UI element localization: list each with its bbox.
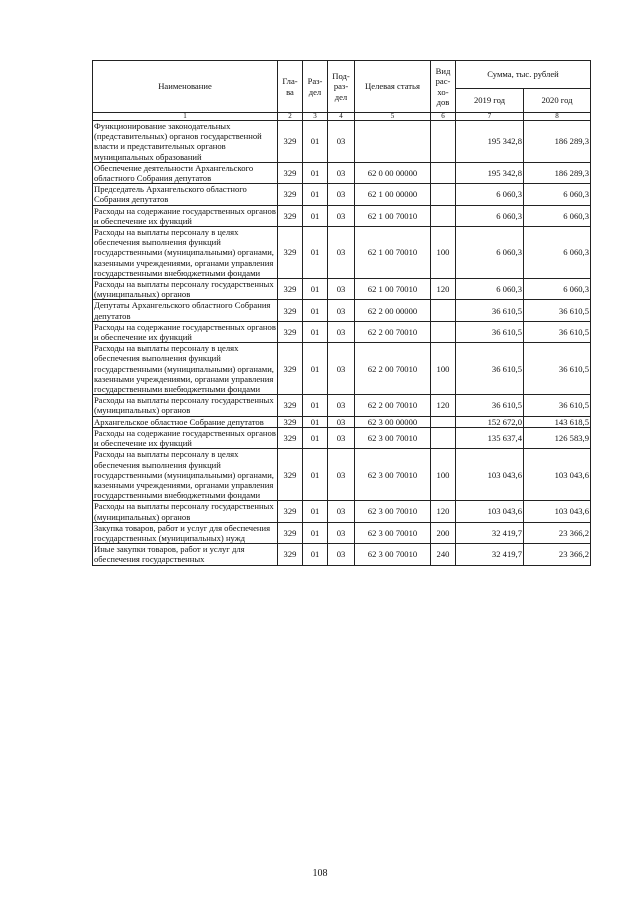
row-glava: 329 [278,522,303,543]
row-sum-2020: 186 289,3 [524,162,591,183]
row-podrazdel: 03 [328,501,355,522]
row-article: 62 1 00 70010 [355,279,431,300]
table-row [93,395,591,416]
table-row [93,544,591,565]
row-name: Иные закупки товаров, работ и услуг для обеспечения государственных [93,544,278,565]
row-razdel: 01 [303,501,328,522]
row-sum-2020: 6 060,3 [524,184,591,205]
row-article: 62 1 00 70010 [355,205,431,226]
row-razdel: 01 [303,416,328,427]
row-vid: 120 [431,395,456,416]
row-vid [431,321,456,342]
row-razdel: 01 [303,449,328,501]
row-name: Расходы на выплаты персоналу государственных (муниципальных) органов [93,395,278,416]
row-article: 62 2 00 70010 [355,343,431,395]
row-name: Председатель Архангельского областного Собрания депутатов [93,184,278,205]
row-name: Расходы на выплаты персоналу государственных (муниципальных) органов [93,501,278,522]
header-2020: 2020 год [524,89,591,113]
row-article: 62 1 00 70010 [355,227,431,279]
row-sum-2019: 36 610,5 [456,395,524,416]
row-sum-2020: 103 043,6 [524,449,591,501]
row-sum-2020: 36 610,5 [524,395,591,416]
row-sum-2020: 23 366,2 [524,544,591,565]
row-vid [431,184,456,205]
header-tselevaya: Целевая статья [355,61,431,113]
row-sum-2020: 6 060,3 [524,227,591,279]
row-sum-2019: 36 610,5 [456,300,524,321]
table-row [93,162,591,183]
table-row [93,300,591,321]
row-article: 62 2 00 70010 [355,321,431,342]
row-razdel: 01 [303,162,328,183]
row-article: 62 2 00 00000 [355,300,431,321]
row-vid [431,416,456,427]
header-razdel: Раз-дел [303,61,328,113]
row-podrazdel: 03 [328,205,355,226]
table-row [93,227,591,279]
row-article [355,121,431,163]
row-glava: 329 [278,449,303,501]
row-sum-2019: 6 060,3 [456,184,524,205]
row-name: Расходы на выплаты персоналу в целях обеспечения выполнения функций государственными (муниципальными) органами, казенными учреждениями, органами управления государственными внебюджетными фондами [93,227,278,279]
row-name: Функционирование законодательных (представительных) органов государственной власти и представительных органов муниципальных образований [93,121,278,163]
row-name: Закупка товаров, работ и услуг для обеспечения государственных (муниципальных) нужд [93,522,278,543]
row-sum-2019: 152 672,0 [456,416,524,427]
col-number: 8 [524,113,591,121]
row-sum-2020: 36 610,5 [524,300,591,321]
row-article: 62 3 00 70010 [355,522,431,543]
table-row [93,449,591,501]
row-vid: 100 [431,227,456,279]
row-article: 62 3 00 70010 [355,427,431,448]
row-glava: 329 [278,162,303,183]
row-vid: 240 [431,544,456,565]
row-name: Обеспечение деятельности Архангельского областного Собрания депутатов [93,162,278,183]
row-podrazdel: 03 [328,184,355,205]
row-name: Расходы на выплаты персоналу в целях обеспечения выполнения функций государственными (муниципальными) органами, казенными учреждениями, органами управления государственными внебюджетными фондами [93,449,278,501]
row-vid [431,121,456,163]
row-glava: 329 [278,300,303,321]
row-sum-2020: 143 618,5 [524,416,591,427]
table-row [93,279,591,300]
row-glava: 329 [278,427,303,448]
col-number: 6 [431,113,456,121]
col-number: 1 [93,113,278,121]
row-sum-2020: 186 289,3 [524,121,591,163]
row-razdel: 01 [303,205,328,226]
table-row [93,184,591,205]
col-number: 3 [303,113,328,121]
row-podrazdel: 03 [328,522,355,543]
row-name: Расходы на выплаты персоналу государственных (муниципальных) органов [93,279,278,300]
row-sum-2019: 135 637,4 [456,427,524,448]
col-number: 7 [456,113,524,121]
row-article: 62 2 00 70010 [355,395,431,416]
row-glava: 329 [278,501,303,522]
table-row [93,321,591,342]
row-name: Расходы на выплаты персоналу в целях обеспечения выполнения функций государственными (муниципальными) органами, казенными учреждениями, органами управления государственными внебюджетными фондами [93,343,278,395]
row-sum-2020: 6 060,3 [524,205,591,226]
table-row [93,343,591,395]
row-podrazdel: 03 [328,121,355,163]
table-row [93,205,591,226]
row-sum-2019: 103 043,6 [456,501,524,522]
row-sum-2020: 6 060,3 [524,279,591,300]
row-podrazdel: 03 [328,427,355,448]
row-sum-2019: 36 610,5 [456,321,524,342]
row-sum-2019: 195 342,8 [456,162,524,183]
row-glava: 329 [278,416,303,427]
row-vid [431,300,456,321]
row-vid [431,205,456,226]
row-sum-2020: 126 583,9 [524,427,591,448]
row-sum-2019: 6 060,3 [456,227,524,279]
row-razdel: 01 [303,343,328,395]
row-glava: 329 [278,395,303,416]
header-vid: Вид рас-хо-дов [431,61,456,113]
row-sum-2019: 36 610,5 [456,343,524,395]
row-vid [431,427,456,448]
page-number: 108 [312,868,328,879]
row-podrazdel: 03 [328,544,355,565]
header-name: Наименование [93,61,278,113]
row-podrazdel: 03 [328,343,355,395]
row-sum-2020: 103 043,6 [524,501,591,522]
row-razdel: 01 [303,544,328,565]
row-glava: 329 [278,321,303,342]
row-sum-2019: 103 043,6 [456,449,524,501]
row-sum-2020: 36 610,5 [524,321,591,342]
row-sum-2019: 6 060,3 [456,205,524,226]
table-row [93,501,591,522]
row-sum-2020: 23 366,2 [524,522,591,543]
row-podrazdel: 03 [328,395,355,416]
row-article: 62 3 00 70010 [355,449,431,501]
row-razdel: 01 [303,321,328,342]
row-podrazdel: 03 [328,416,355,427]
row-sum-2019: 32 419,7 [456,522,524,543]
row-vid [431,162,456,183]
row-vid: 200 [431,522,456,543]
row-sum-2019: 6 060,3 [456,279,524,300]
row-glava: 329 [278,121,303,163]
row-article: 62 3 00 00000 [355,416,431,427]
row-podrazdel: 03 [328,300,355,321]
row-name: Расходы на содержание государственных органов и обеспечение их функций [94,321,276,343]
row-sum-2019: 195 342,8 [456,121,524,163]
row-vid: 120 [431,279,456,300]
table-row [93,121,591,163]
row-glava: 329 [278,343,303,395]
col-number: 2 [278,113,303,121]
row-glava: 329 [278,227,303,279]
table-row [93,522,591,543]
header-glava: Гла-ва [278,61,303,113]
row-article: 62 0 00 00000 [355,162,431,183]
row-sum-2019: 32 419,7 [456,544,524,565]
row-glava: 329 [278,279,303,300]
header-2019: 2019 год [456,89,524,113]
col-number: 4 [328,113,355,121]
row-glava: 329 [278,544,303,565]
row-razdel: 01 [303,300,328,321]
row-article: 62 3 00 70010 [355,544,431,565]
row-sum-2020: 36 610,5 [524,343,591,395]
header-podrazdel: Под-раз-дел [328,61,355,113]
row-podrazdel: 03 [328,227,355,279]
row-razdel: 01 [303,395,328,416]
row-article: 62 1 00 00000 [355,184,431,205]
row-glava: 329 [278,205,303,226]
row-razdel: 01 [303,427,328,448]
row-name: Расходы на содержание государственных органов и обеспечение их функций [94,427,276,449]
budget-table [92,60,591,566]
row-name: Депутаты Архангельского областного Собрания депутатов [93,300,278,321]
row-razdel: 01 [303,279,328,300]
header-summa: Сумма, тыс. рублей [456,61,591,89]
row-article: 62 3 00 70010 [355,501,431,522]
row-name: Архангельское областное Собрание депутатов [93,416,278,427]
row-razdel: 01 [303,522,328,543]
table-row [93,416,591,427]
row-podrazdel: 03 [328,279,355,300]
row-name: Расходы на содержание государственных органов и обеспечение их функций [94,205,276,226]
row-vid: 120 [431,501,456,522]
row-razdel: 01 [303,227,328,279]
table-row [93,427,591,448]
row-razdel: 01 [303,121,328,163]
col-number: 5 [355,113,431,121]
row-razdel: 01 [303,184,328,205]
row-vid: 100 [431,449,456,501]
row-podrazdel: 03 [328,321,355,342]
row-vid: 100 [431,343,456,395]
row-podrazdel: 03 [328,162,355,183]
row-podrazdel: 03 [328,449,355,501]
row-glava: 329 [278,184,303,205]
